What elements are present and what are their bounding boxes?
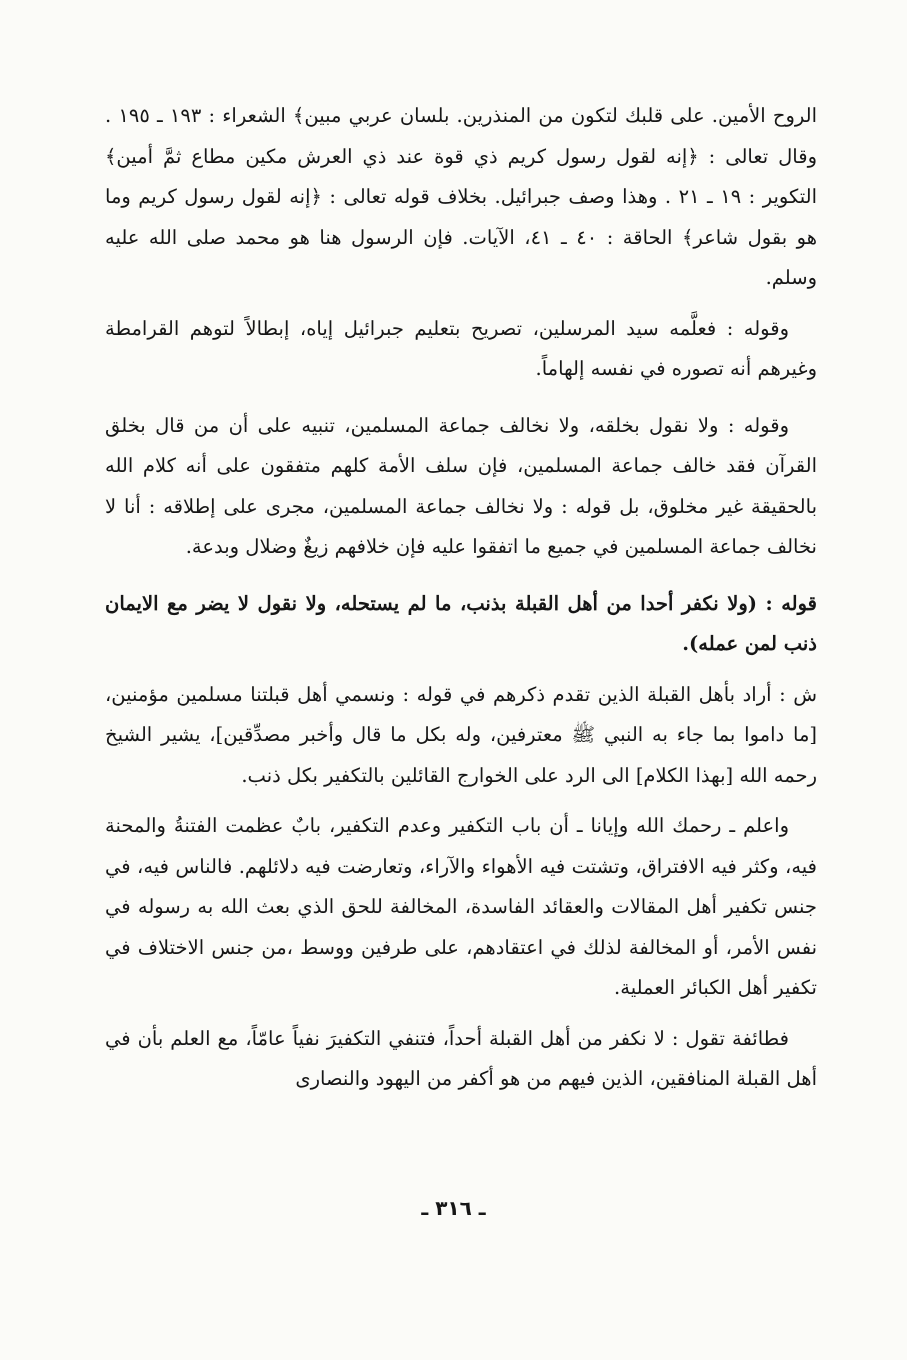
- paragraph-taught-by-jibril: وقوله : فعلَّمه سيد المرسلين، تصريح بتعليم جبرائيل إياه، إبطالاً لتوهم القرامطة وغيرهم أنه تصوره في نفسه إلهاماً.: [105, 316, 817, 380]
- paragraph-first-group: فطائفة تقول : لا نكفر من أهل القبلة أحداً، فتنفي التكفيرَ نفياً عامّاً، مع العلم بأن في أهل القبلة المنافقين، الذين فيهم من هو أكفر من اليهود والنصارى: [105, 1026, 817, 1090]
- paragraph-quran-citations: الروح الأمين. على قلبك لتكون من المنذرين. بلسان عربي مبين﴾ الشعراء : ١٩٣ ـ ١٩٥ . وقال تعالى : ﴿إنه لقول رسول كريم ذي قوة عند ذي العرش مكين مطاع ثمَّ أمين﴾ التكوير : ١٩ ـ ٢١ . وهذا وصف جبرائيل. بخلاف قوله تعالى : ﴿إنه لقول رسول كريم وما هو بقول شاعر﴾ الحاقة : ٤٠ ـ ٤١، الآيات. فإن الرسول هنا هو محمد صلى الله عليه وسلم.: [105, 104, 817, 289]
- page-body: [105, 96, 817, 1100]
- paragraph-takfir-discussion: واعلم ـ رحمك الله وإيانا ـ أن باب التكفير وعدم التكفير، بابٌ عظمت الفتنةُ والمحنة فيه، وكثر فيه الافتراق، وتشتت فيه الأهواء والآراء، وتعارضت فيه دلائلهم. فالناس فيه، في جنس تكفير أهل المقالات والعقائد الفاسدة، المخالفة للحق الذي بعث الله به رسوله في نفس الأمر، أو المخالفة لذلك في اعتقادهم، على طرفين ووسط ،من جنس الاختلاف في تكفير أهل الكبائر العملية.: [105, 814, 817, 999]
- paragraph-sharh-people-of-qibla: ش : أراد بأهل القبلة الذين تقدم ذكرهم في قوله : ونسمي أهل قبلتنا مسلمين مؤمنين، [ما داموا بما جاء به النبي ﷺ معترفين، وله بكل ما قال وأخبر مصدِّقين]، يشير الشيخ رحمه الله [بهذا الكلام] الى الرد على الخوارج القائلين بالتكفير بكل ذنب.: [105, 682, 817, 787]
- paragraph-quran-not-created: وقوله : ولا نقول بخلقه، ولا نخالف جماعة المسلمين، تنبيه على أن من قال بخلق القرآن فقد خالف جماعة المسلمين، فإن سلف الأمة كلهم متفقون على أنه كلام الله بالحقيقة غير مخلوق، بل قوله : ولا نخالف جماعة المسلمين، مجرى على إطلاقه : أنا لا نخالف جماعة المسلمين في جميع ما اتفقوا عليه فإن خلافهم زيغٌ وضلال وبدعة.: [105, 413, 817, 558]
- page-number: ـ ٣١٦ ـ: [421, 1196, 486, 1220]
- paragraph-matn-quote: قوله : (ولا نكفر أحدا من أهل القبلة بذنب، ما لم يستحله، ولا نقول لا يضر مع الايمان ذنب لمن عمله).: [105, 591, 817, 655]
